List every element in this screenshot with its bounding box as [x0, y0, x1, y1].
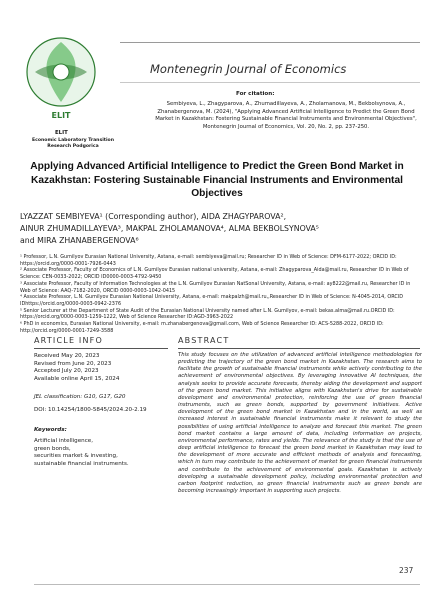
article-dates	[34, 353, 168, 383]
journal-title: Montenegrin Journal of Economics	[150, 62, 347, 76]
keyword-item: securities market & investing,	[34, 453, 118, 460]
author-list	[20, 211, 402, 248]
revised-date: Revised from June 20, 2023	[34, 360, 112, 367]
keyword-list	[34, 438, 168, 468]
affiliation-item: ⁶ PhD in economics, Eurasian National University, e-mail: m.zhanabergenova@gmail.com, Web of Science Researcher ID: ACS-5288-2022, ORCID ID: http://orcid.org/0000-0001-7249-3588	[20, 321, 384, 334]
received-date: Received May 20, 2023	[34, 353, 100, 359]
accepted-date: Accepted July 20, 2023	[34, 368, 99, 375]
header-rule-bottom	[120, 82, 420, 83]
paper-title: Applying Advanced Artificial Intelligence to Predict the Green Bond Market in Kazakhstan: Fostering Sustainable Financial Instruments and Environmental Objectives	[30, 161, 404, 200]
affiliation-item: ¹ Professor, L.N. Gumilyov Eurasian National University, Astana, e-mail: sembiyeva@mail.ru; Researcher ID in Web of Science: DFM-6177-2022; ORCID ID: https://orcid.org/0000-0001-7926-0443	[20, 254, 397, 267]
elit-name: ELIT	[55, 130, 68, 136]
affiliation-item: ³ Associate Professor, Faculty of Information Technologies at the L.N. Gumilyov Eurasian NatSonal University, Astana, e-mail: ay8222@mail.ru, Researcher ID in Web of Science: AAQ-7182-2020, ORCID 0000-0003-1042-0415	[20, 280, 411, 294]
citation-label: For citation:	[236, 91, 275, 97]
article-info-heading: ARTICLE INFO	[34, 336, 103, 345]
abstract-rule	[178, 348, 420, 349]
keyword-item: Artificial intelligence,	[34, 438, 94, 445]
available-date: Available online April 15, 2024	[34, 375, 120, 382]
article-info-rule	[34, 348, 168, 349]
header-rule-top	[120, 42, 420, 43]
svg-text:ELIT: ELIT	[51, 111, 71, 120]
page-number: 237	[399, 566, 414, 575]
keyword-item: green bonds,	[34, 445, 71, 452]
abstract-heading: ABSTRACT	[178, 336, 230, 345]
jel-classification: JEL classification: G10, G17, G20	[34, 394, 126, 401]
authors-line: and MIRA ZHANABERGENOVA⁶	[20, 236, 139, 246]
abstract-text: This study focuses on the utilization of advanced artificial intelligence methodologies for predicting the trajectory of the green bond market in Kazakhstan. The research aims to facilitate the growth of sustainable financial instruments while actively contributing to the achievement of environmental objectives. By leveraging innovative AI techniques, the analysis seeks to provide accurate forecasts, thereby aiding the development and support of the green bond market. This initiative aligns with Kazakhstan's drive for sustainable development and environmental protection, reinforcing the use of green financial instruments, such as green bonds, supported by government initiatives. Active development of the green bond market in Kazakhstan and in the world, as well as increased interest in sustainable financial instruments make it relevant to study the possibilities of using artificial intelligence to analyze and forecast this market. The green bond market contains a large amount of data, including information on projects, environmental performance, rates and yields. The relevance of the study is that the use of deep artificial intelligence to forecast the green bond market in Kazakhstan may lead to the development of more accurate and efficient methods of analysis and forecasting, which in turn may contribute to the achievement of market for green financial instruments and contribute to the achievement of environmental goals. Kazakhstan is actively developing a sustainable development policy, including environmental protection and carbon footprint reduction, so green financial instruments such as green bonds are becoming increasingly important in supporting such projects.	[178, 352, 422, 494]
elit-logo-icon	[15, 32, 107, 124]
footer-rule	[34, 584, 420, 585]
affiliation-item: ⁵ Senior Lecturer at the Department of State Audit of the Eurasian National University named after L.N. Gumilyov, e-mail: bekas.alma@mail.ru.ORCID ID: https://orcid.org/0000-0003-1259-1222, Web of Science Researcher ID:AGD-3963-2022	[20, 307, 395, 321]
doi-text: DOI: 10.14254/1800-5845/2024.20-2.19	[34, 406, 147, 413]
affiliations	[20, 254, 416, 334]
authors-line: AINUR ZHUMADILLAYEVA³, MAKPAL ZHOLAMANOVA⁴, ALMA BEKBOLSYNOVA⁵	[20, 224, 319, 234]
authors-line: LYAZZAT SEMBIYEVA¹ (Corresponding author), AIDA ZHAGYPAROVA²,	[20, 212, 287, 221]
article-info-panel	[34, 353, 168, 469]
affiliation-item: ² Associate Professor, Faculty of Economics of L.N. Gumilyov Eurasian national university, Astana, e-mail: Zhagyparova_Aida@mail.ru, Researcher ID in Web of Science: CEN-0033-2022; ORCID ID0000-0003-4792-9450	[20, 267, 409, 281]
keyword-item: sustainable financial instruments.	[34, 460, 129, 467]
elit-full-name: Economic Laboratory Transition Research Podgorica	[32, 138, 114, 150]
keywords-label: Keywords:	[34, 426, 67, 433]
citation-text: Sembiyeva, L., Zhagyparova, A., Zhumadillayeva, A., Zholamanova, M., Bekbolsynova, A., Zhanabergenova, M. (2024), "Applying Advanced Artificial Intelligence to Predict the Green Bond Market in Kazakhstan: Fostering Sustainable Financial Instruments and Environmental Objectives", Montenegrin Journal of Economics, Vol. 20, No. 2, pp. 237-250.	[155, 101, 417, 130]
affiliation-item: ⁴ Associate Professor, L.N. Gumilyov Eurasian National University, Astana, e-mail: makpalzh@mail.ru,,Researcher ID in Web of Science: N-4045-2014, ORCID IDhttps://orcid.org/0000-0003-0942-2376	[20, 294, 403, 307]
